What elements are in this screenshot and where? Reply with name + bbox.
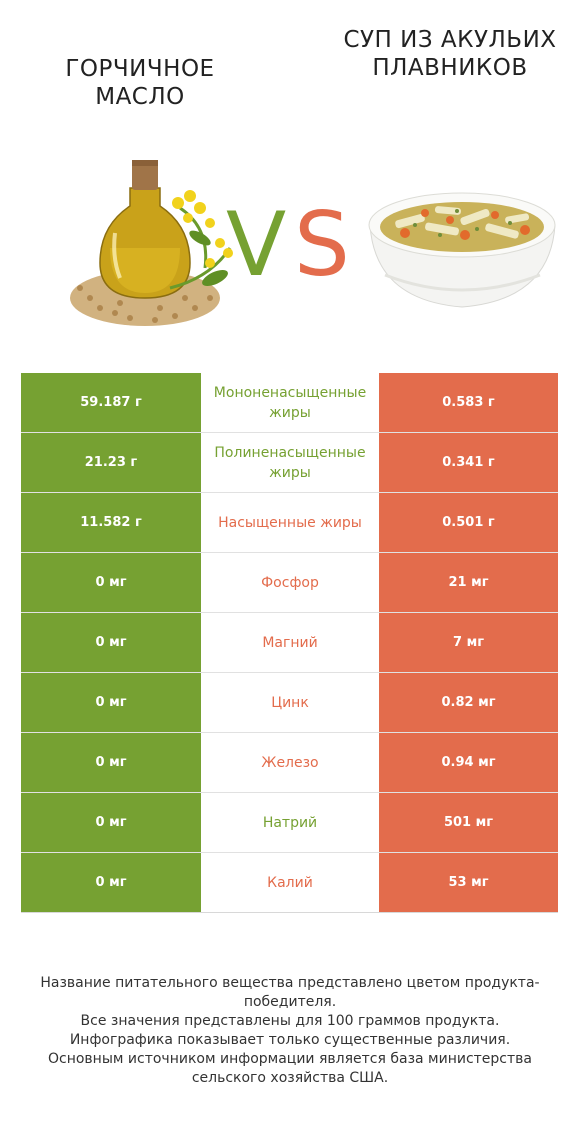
nutrient-cell — [201, 553, 379, 612]
nutrient-cell — [201, 493, 379, 552]
nutrient-name: Фосфор — [261, 574, 319, 591]
footer-line-4: Основным источником информации является база министерства сельского хозяйства США. — [48, 1051, 532, 1086]
left-value: 0 мг — [21, 793, 201, 852]
footer-line-3: Инфографика показывает только существенные различия. — [69, 1032, 511, 1048]
right-value: 53 мг — [379, 853, 558, 912]
nutrient-name: Цинк — [271, 694, 309, 711]
table-row — [21, 793, 558, 853]
right-value: 0.94 мг — [379, 733, 558, 792]
nutrient-name: Натрий — [262, 814, 318, 831]
left-value: 59.187 г — [21, 373, 201, 432]
footer-notes — [20, 974, 560, 1088]
left-value: 0 мг — [21, 733, 201, 792]
nutrient-cell — [201, 613, 379, 672]
table-row — [21, 433, 558, 493]
nutrient-cell — [201, 373, 379, 432]
table-row — [21, 733, 558, 793]
right-value: 7 мг — [379, 613, 558, 672]
nutrient-name: Калий — [267, 874, 313, 891]
left-product-name: ГОРЧИЧНОЕ МАСЛО — [65, 56, 215, 110]
soup-bowl-icon — [365, 185, 560, 315]
footer-line-1: Название питательного вещества представлено цветом продукта-победителя. — [40, 975, 540, 1010]
vs-label — [222, 195, 362, 295]
right-value: 21 мг — [379, 553, 558, 612]
nutrient-cell — [201, 673, 379, 732]
table-row — [21, 853, 558, 913]
nutrient-cell — [201, 433, 379, 492]
right-value: 0.501 г — [379, 493, 558, 552]
left-value: 21.23 г — [21, 433, 201, 492]
right-product-title — [340, 26, 560, 82]
right-value: 501 мг — [379, 793, 558, 852]
left-value: 0 мг — [21, 613, 201, 672]
nutrient-name: Железо — [261, 754, 319, 771]
left-value: 11.582 г — [21, 493, 201, 552]
right-value: 0.341 г — [379, 433, 558, 492]
table-row — [21, 673, 558, 733]
vs-letter-v: V — [226, 193, 287, 296]
table-row — [21, 613, 558, 673]
nutrient-cell — [201, 793, 379, 852]
nutrient-name: Насыщенные жиры — [218, 514, 362, 531]
left-product-title — [20, 55, 260, 111]
table-row — [21, 553, 558, 613]
mustard-oil-bottle-icon — [60, 148, 240, 338]
table-row — [21, 373, 558, 433]
nutrient-name: Полиненасыщенные жиры — [214, 444, 366, 481]
left-value: 0 мг — [21, 853, 201, 912]
nutrient-name: Магний — [262, 634, 318, 651]
right-value: 0.583 г — [379, 373, 558, 432]
nutrient-name: Мононенасыщенные жиры — [213, 384, 367, 421]
right-product-name: СУП ИЗ АКУЛЬИХ ПЛАВНИКОВ — [343, 27, 557, 81]
right-value: 0.82 мг — [379, 673, 558, 732]
nutrient-cell — [201, 853, 379, 912]
nutrient-cell — [201, 733, 379, 792]
footer-line-2: Все значения представлены для 100 граммов продукта. — [80, 1013, 500, 1029]
left-value: 0 мг — [21, 553, 201, 612]
table-row — [21, 493, 558, 553]
left-value: 0 мг — [21, 673, 201, 732]
comparison-table — [21, 373, 558, 913]
vs-letter-s: S — [294, 193, 350, 296]
